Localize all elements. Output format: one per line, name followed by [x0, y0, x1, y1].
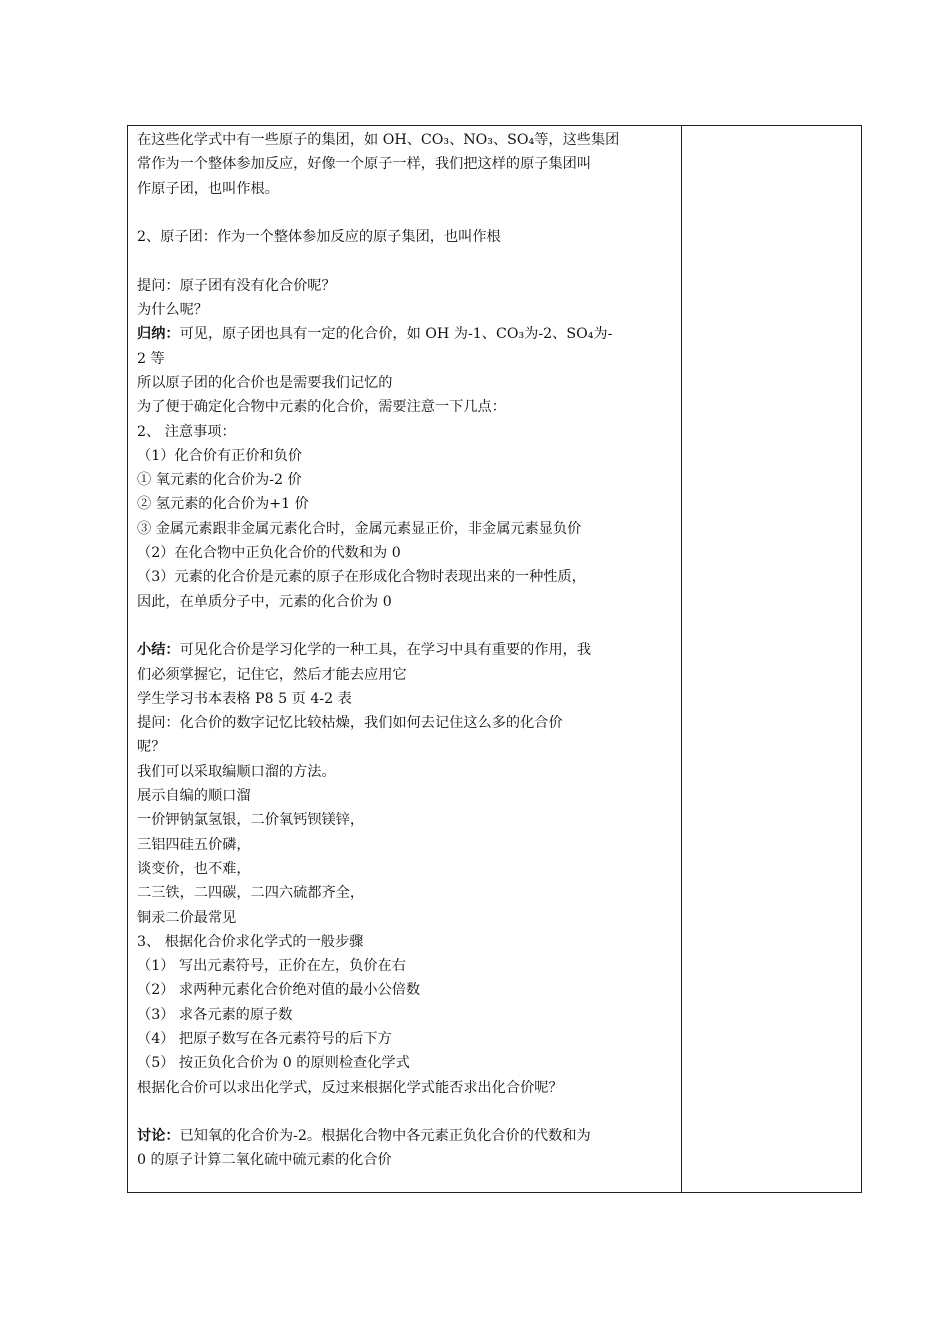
text-line — [137, 249, 677, 273]
text-line — [137, 322, 677, 346]
line-text: 展示自编的顺口溜 — [137, 788, 251, 805]
text-line — [137, 225, 677, 249]
text-line — [137, 1051, 677, 1075]
text-line — [137, 978, 677, 1002]
line-text: 我们可以采取编顺口溜的方法。 — [137, 763, 336, 780]
line-text: （4） 把原子数写在各元素符号的后下方 — [137, 1030, 392, 1047]
notes-column-cell — [682, 126, 861, 1192]
lesson-table — [127, 125, 862, 1193]
line-text: 0 的原子计算二氧化硫中硫元素的化合价 — [137, 1152, 392, 1169]
text-line — [137, 565, 677, 589]
text-line — [137, 128, 677, 152]
text-line — [137, 298, 677, 322]
text-line — [137, 906, 677, 930]
text-line — [137, 517, 677, 541]
line-text: ② 氢元素的化合价为+1 价 — [137, 496, 309, 513]
line-text: 根据化合价可以求出化学式，反过来根据化学式能否求出化合价呢？ — [137, 1079, 563, 1096]
line-text: （5） 按正负化合价为 0 的原则检查化学式 — [137, 1055, 410, 1072]
text-line — [137, 784, 677, 808]
text-line — [137, 1076, 677, 1100]
line-text: 提问：化合价的数字记忆比较枯燥，我们如何去记住这么多的化合价 — [137, 715, 563, 732]
line-text: 2、原子团：作为一个整体参加反应的原子集团，也叫作根 — [137, 229, 501, 246]
line-text: 一价钾钠氯氢银，二价氧钙钡镁锌， — [137, 812, 365, 829]
text-line — [137, 371, 677, 395]
text-line — [137, 1100, 677, 1124]
line-text: 提问：原子团有没有化合价呢？ — [137, 277, 336, 294]
line-text: 因此，在单质分子中，元素的化合价为 0 — [137, 593, 392, 610]
text-line — [137, 857, 677, 881]
line-text: （1）化合价有正价和负价 — [137, 447, 303, 464]
line-text: ① 氧元素的化合价为-2 价 — [137, 472, 302, 489]
line-text: ③ 金属元素跟非金属元素化合时，金属元素显正价，非金属元素显负价 — [137, 520, 582, 537]
text-line — [137, 395, 677, 419]
line-text: 3、 根据化合价求化学式的一般步骤 — [137, 933, 364, 950]
line-text: 学生学习书本表格 P8 5 页 4-2 表 — [137, 690, 352, 707]
text-line — [137, 663, 677, 687]
text-line — [137, 492, 677, 516]
text-line — [137, 1124, 677, 1148]
text-line — [137, 760, 677, 784]
line-text: 为什么呢？ — [137, 302, 208, 319]
text-line — [137, 274, 677, 298]
text-line — [137, 541, 677, 565]
text-line — [137, 808, 677, 832]
text-line — [137, 201, 677, 225]
line-text: 谈变价，也不难， — [137, 860, 251, 877]
bold-label: 归纳： — [137, 326, 180, 343]
text-line — [137, 347, 677, 371]
text-line — [137, 468, 677, 492]
line-text: 三铝四硅五价磷， — [137, 836, 251, 853]
text-line — [137, 152, 677, 176]
line-text: （2）在化合物中正负化合价的代数和为 0 — [137, 545, 401, 562]
text-line — [137, 444, 677, 468]
text-line — [137, 420, 677, 444]
text-line — [137, 1003, 677, 1027]
text-line — [137, 930, 677, 954]
text-line — [137, 638, 677, 662]
text-line — [137, 711, 677, 735]
line-text: 铜汞二价最常见 — [137, 909, 237, 926]
text-line — [137, 735, 677, 759]
line-text: （3） 求各元素的原子数 — [137, 1006, 293, 1023]
line-text: 呢？ — [137, 739, 166, 756]
line-text: 2 等 — [137, 350, 165, 367]
text-line — [137, 590, 677, 614]
line-text: （3）元素的化合价是元素的原子在形成化合物时表现出来的一种性质， — [137, 569, 586, 586]
line-text: 常作为一个整体参加反应，好像一个原子一样，我们把这样的原子集团叫 — [137, 156, 592, 173]
line-text: 可见化合价是学习化学的一种工具，在学习中具有重要的作用，我 — [179, 642, 592, 659]
line-text: 可见，原子团也具有一定的化合价，如 OH 为-1、CO₃为-2、SO₄为- — [179, 326, 613, 343]
line-text: 在这些化学式中有一些原子的集团，如 OH、CO₃、NO₃、SO₄等，这些集团 — [137, 132, 620, 148]
text-line — [137, 614, 677, 638]
bold-label: 小结： — [137, 642, 180, 659]
line-text: 为了便于确定化合物中元素的化合价，需要注意一下几点： — [137, 399, 506, 416]
line-text: 所以原子团的化合价也是需要我们记忆的 — [137, 374, 393, 391]
text-line — [137, 833, 677, 857]
text-line — [137, 1148, 677, 1172]
line-text: 作原子团，也叫作根。 — [137, 180, 279, 197]
line-text: 已知氧的化合价为-2。根据化合物中各元素正负化合价的代数和为 — [179, 1128, 591, 1145]
line-text: 2、 注意事项： — [137, 423, 236, 440]
lesson-content-cell — [137, 128, 677, 1173]
text-line — [137, 177, 677, 201]
text-line — [137, 1027, 677, 1051]
line-text: （1） 写出元素符号，正价在左，负价在右 — [137, 958, 406, 975]
text-line — [137, 881, 677, 905]
text-line — [137, 687, 677, 711]
line-text: 们必须掌握它，记住它，然后才能去应用它 — [137, 666, 407, 683]
text-line — [137, 954, 677, 978]
bold-label: 讨论： — [137, 1128, 180, 1145]
line-text: （2） 求两种元素化合价绝对值的最小公倍数 — [137, 982, 421, 999]
line-text: 二三铁，二四碳，二四六硫都齐全， — [137, 885, 365, 902]
